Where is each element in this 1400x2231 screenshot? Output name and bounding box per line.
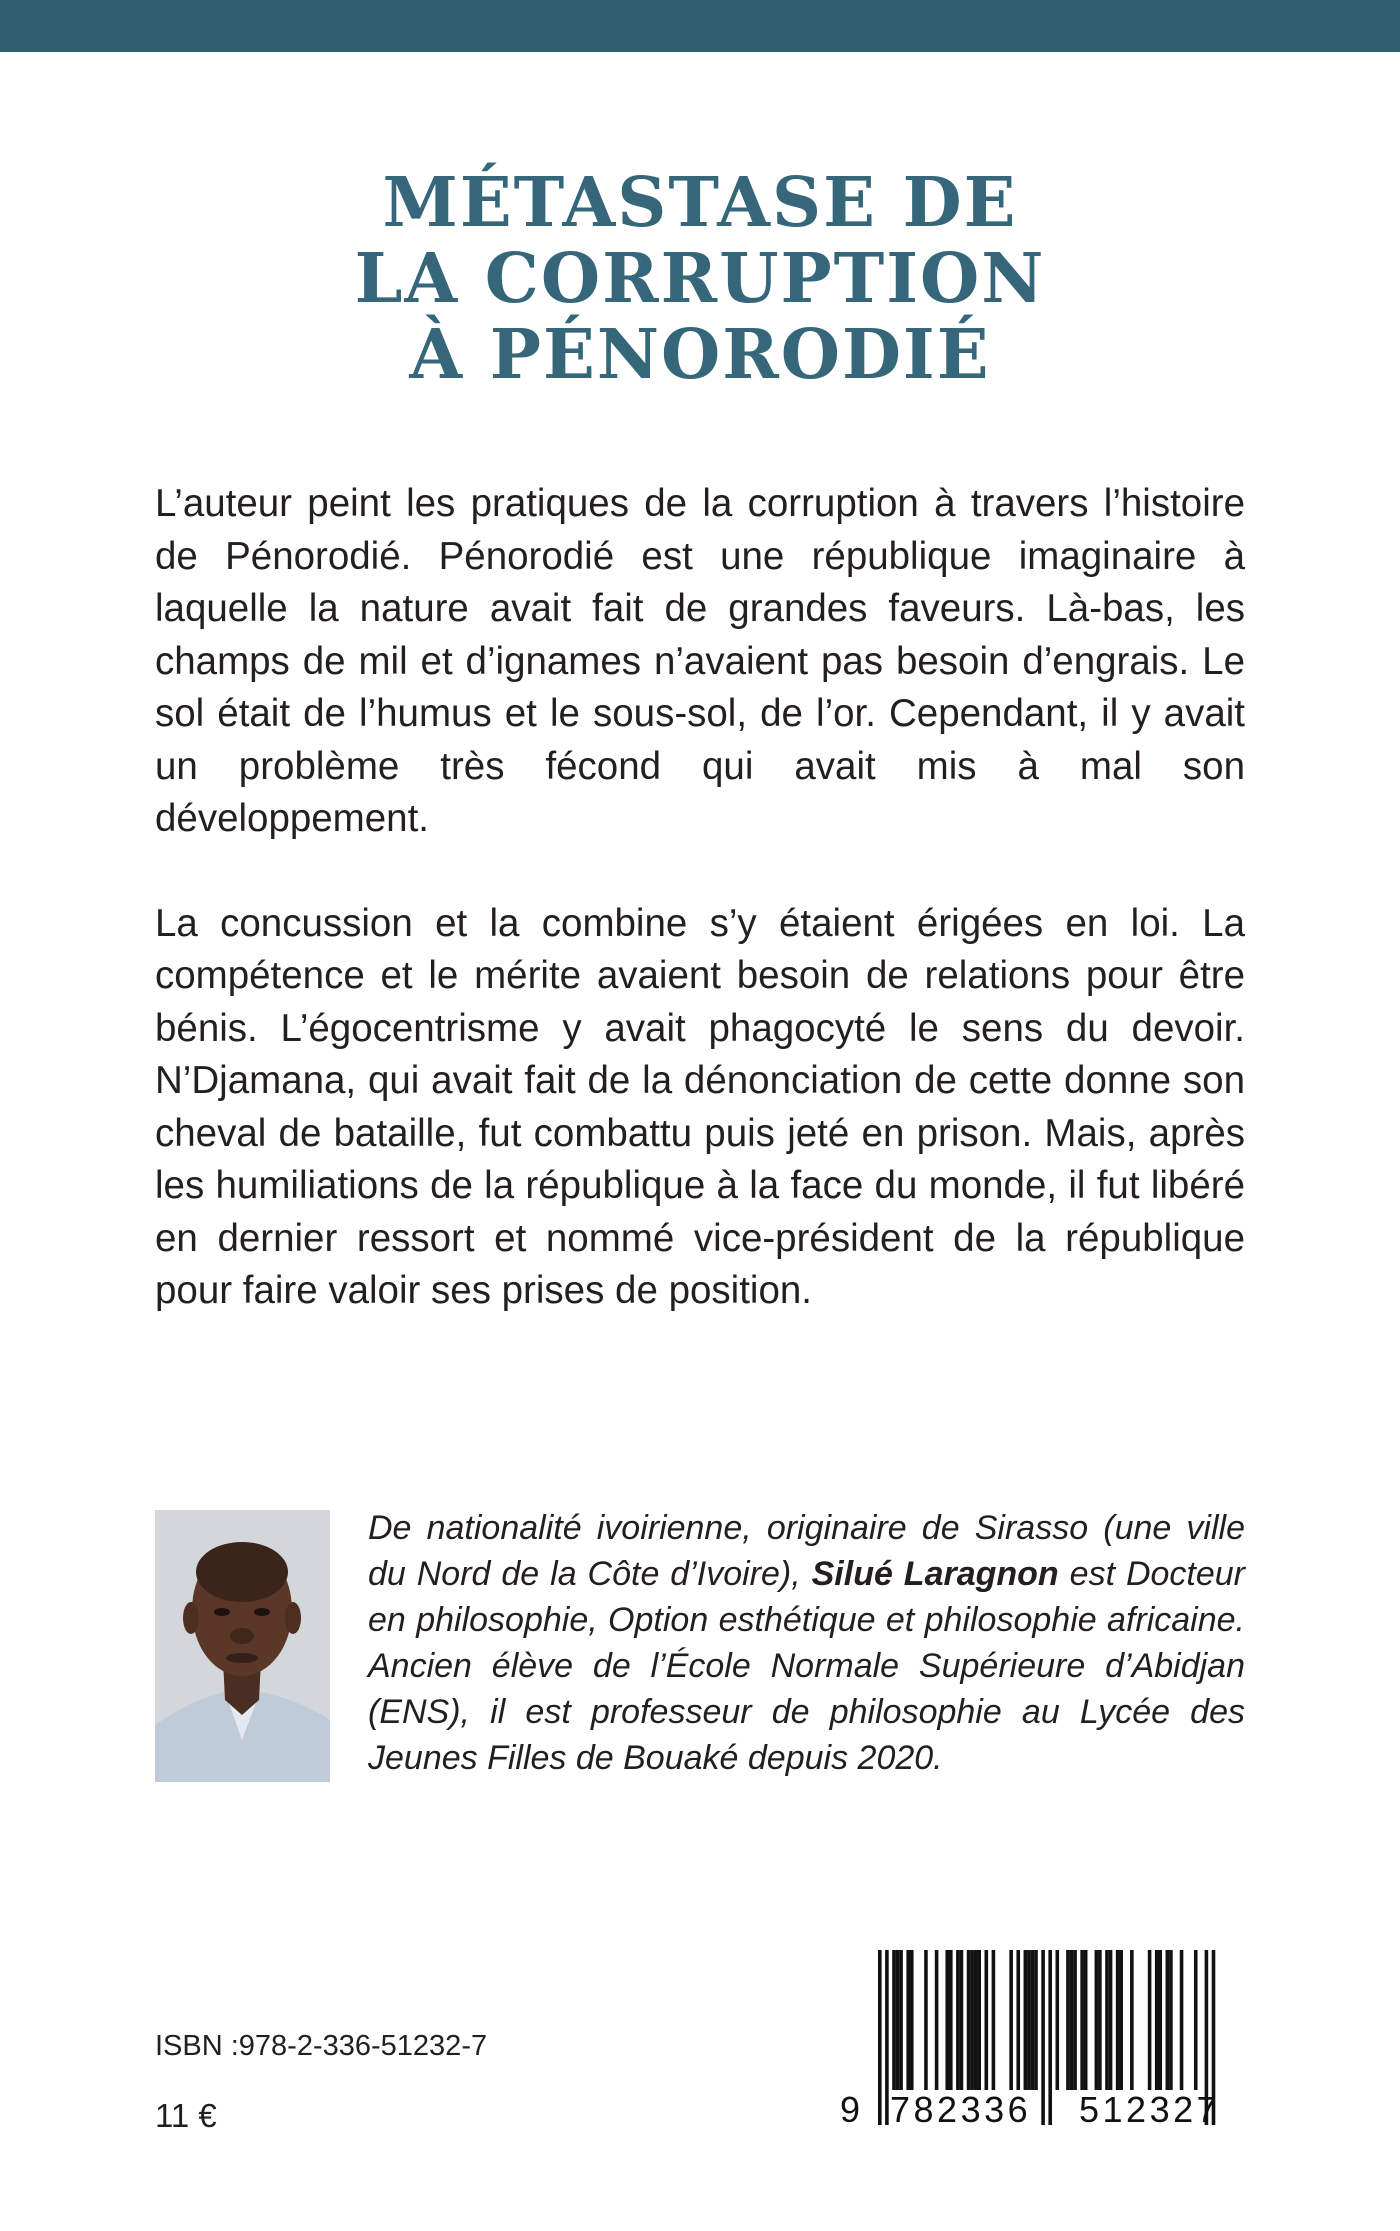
barcode-bar	[1066, 1950, 1070, 2090]
barcode-bar	[1031, 1950, 1035, 2090]
barcode-bar	[1095, 1950, 1099, 2090]
barcode-bar	[945, 1950, 949, 2090]
barcode-bar	[1073, 1950, 1077, 2090]
barcode-bar	[1084, 1950, 1088, 2090]
barcode-bar	[1158, 1950, 1162, 2090]
price: 11 €	[155, 2097, 217, 2134]
barcode-left-group: 782336	[890, 2089, 1032, 2130]
author-bio-text	[368, 1505, 1245, 1781]
barcode-right-group: 512327	[1079, 2089, 1221, 2130]
barcode-bar	[985, 1950, 989, 2090]
barcode-bar	[974, 1950, 978, 2090]
barcode-bar	[1105, 1950, 1109, 2090]
barcode-bar	[1027, 1950, 1031, 2090]
barcode-bar	[1109, 1950, 1113, 2090]
title-line: À PÉNORODIÉ	[409, 315, 991, 395]
barcode-bar	[896, 1950, 900, 2090]
barcode-bar	[1009, 1950, 1013, 2090]
barcode-bar	[1016, 1950, 1020, 2090]
barcode-bar	[1166, 1950, 1170, 2090]
title-line: MÉTASTASE DE	[382, 163, 1018, 243]
barcode-bar	[1070, 1950, 1074, 2090]
barcode-bar	[1119, 1950, 1123, 2090]
barcode-bar	[956, 1950, 960, 2090]
barcode-bar	[892, 1950, 896, 2090]
author-portrait-illustration	[155, 1510, 330, 1782]
barcode-bar	[1098, 1950, 1102, 2090]
barcode-bar	[1034, 1950, 1038, 2090]
barcode-bar	[1155, 1950, 1159, 2090]
barcode-bar	[1148, 1950, 1152, 2090]
bio-text-end: est Docteur en philosophie, Option esthétique et philosophie africaine. Ancien élève de l’École Normale Supérieure d’Abidjan (ENS), il est professeur de philosophie au Lycée des Jeunes Filles de Bouaké depuis 2020.	[368, 1555, 1245, 1777]
author-photo	[155, 1510, 330, 1782]
isbn: ISBN :978-2-336-51232-7	[155, 2030, 488, 2062]
synopsis-paragraph: L’auteur peint les pratiques de la corruption à travers l’histoire de Pénorodié. Pénorodié est une république imaginaire à laquelle la nature avait fait de grandes faveurs. Là-bas, les champs de mil et d’ignames n’avaient pas besoin d’engrais. Le sol était de l’humus et le sous-sol, de l’or. Cependant, il y avait un problème très fécond qui avait mis à mal son développement.	[155, 482, 1245, 840]
barcode-bar	[1180, 1950, 1184, 2090]
barcode-bar	[906, 1950, 910, 2090]
barcode-bar	[970, 1950, 974, 2090]
barcode-bar	[977, 1950, 981, 2090]
book-title	[0, 165, 1400, 393]
barcode-bar	[1024, 1950, 1028, 2090]
barcode-bar	[960, 1950, 964, 2090]
barcode-bar	[924, 1950, 928, 2090]
title-line: LA CORRUPTION	[354, 239, 1046, 319]
barcode-digits	[838, 2090, 1250, 2132]
barcode-bar	[899, 1950, 903, 2090]
synopsis	[155, 478, 1245, 1318]
barcode-bar	[1080, 1950, 1084, 2090]
barcode-bar	[967, 1950, 971, 2090]
barcode-bar	[1056, 1950, 1060, 2090]
barcode-bar	[1169, 1950, 1173, 2090]
barcode-bar	[992, 1950, 996, 2090]
barcode-first-digit: 9	[840, 2089, 861, 2130]
barcode-bar	[1194, 1950, 1198, 2090]
barcode-bar	[1116, 1950, 1120, 2090]
synopsis-paragraph: La concussion et la combine s’y étaient érigées en loi. La compétence et le mérite avaient besoin de relations pour être bénis. L’égocentrisme y avait phagocyté le sens du devoir. N’Djamana, qui avait fait de la dénonciation de cette donne son cheval de bataille, fut combattu puis jeté en prison. Mais, après les humiliations de la république à la face du monde, il fut libéré en dernier ressort et nommé vice-président de la république pour faire valoir ses prises de position.	[155, 901, 1245, 1312]
bio-text-start: De nationalité ivoirienne, originaire de Sirasso (une ville du Nord de la Côte d’Ivoire),	[368, 1509, 1245, 1593]
barcode-bar	[949, 1950, 953, 2090]
author-bio	[368, 1505, 1245, 1781]
top-color-band	[0, 0, 1400, 52]
barcode-bar	[935, 1950, 939, 2090]
barcode-bar	[1130, 1950, 1134, 2090]
barcode-bar	[910, 1950, 914, 2090]
author-name: Silué Laragnon	[811, 1555, 1059, 1593]
